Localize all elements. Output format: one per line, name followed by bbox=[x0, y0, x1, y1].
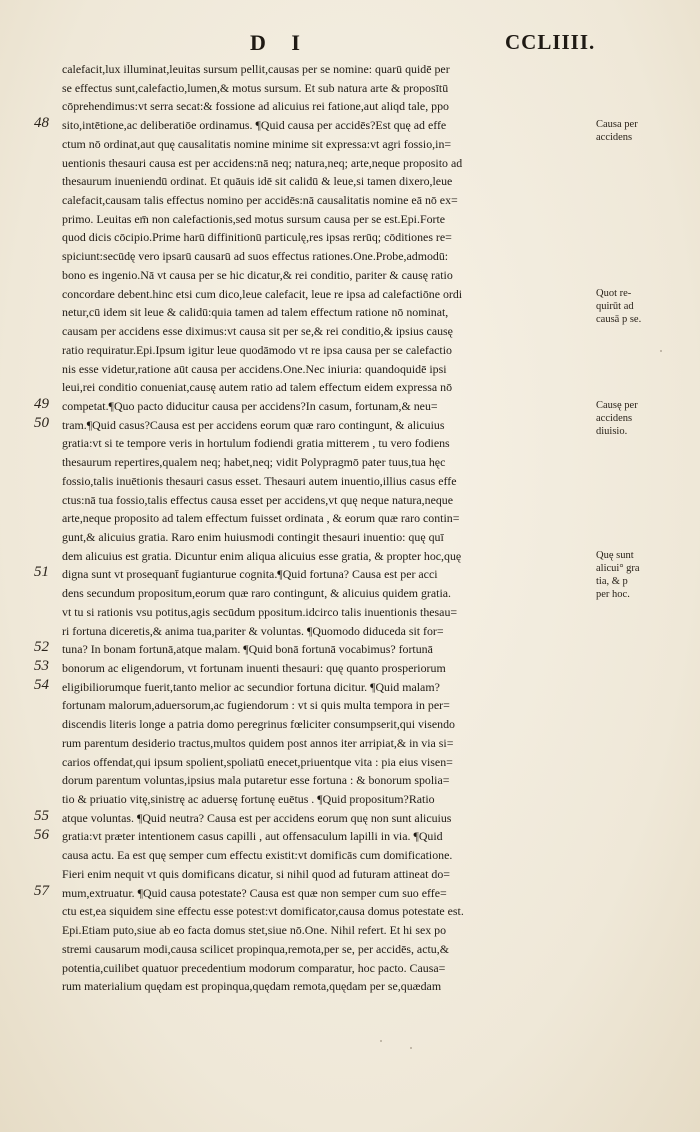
text-line: ri fortuna diceretis,& anima tua,pariter & voluntas. ¶Quomodo diduceda sit for= bbox=[62, 623, 444, 638]
gloss-line: Causę per bbox=[596, 399, 638, 411]
text-line: cōprehendimus:vt serra secat:& fossione ad alicuius rei fatione,aut aliqd tale, ppo bbox=[62, 99, 449, 114]
text-line: rum parentum desiderio tractus,multos quidem post annos iter arripiat,& in via si= bbox=[62, 735, 454, 750]
paper-speck bbox=[380, 1040, 382, 1042]
gloss-line: causā p se. bbox=[596, 313, 642, 325]
text-line: ctus:nā tua fossio,talis effectus causa esset per accidens,vt quę neque natura,neque bbox=[62, 492, 454, 507]
text-line: Epi.Etiam puto,siue ab eo facta domus stet,siue nō.One. Nihil refert. Et hi sex po bbox=[62, 923, 447, 938]
text-line: concordare debent.hinc etsi cum dico,leue calefacit, leue re ipsa ad calefactiōne ordi bbox=[62, 286, 463, 301]
text-line: calefacit,causam talis effectus nomino per accidēs:nā causalitatis nomine eā nō ex= bbox=[62, 193, 458, 208]
text-line: tuna? In bonam fortunā,atque malam. ¶Quid bonā fortunā vocabimus? fortunā bbox=[62, 642, 433, 657]
marginal-gloss bbox=[596, 549, 686, 601]
text-line: netur,cū idem sit leue & calidū:quia tamen ad talem effectum ratione nō nominat, bbox=[62, 305, 449, 320]
gloss-line: Causa per bbox=[596, 119, 638, 131]
margin-line-number: 48 bbox=[34, 115, 49, 132]
gloss-line: quirūt ad bbox=[596, 300, 634, 312]
text-line: bono es ingenio.Nā vt causa per se hic dicatur,& rei conditio, pariter & causę ratio bbox=[62, 267, 453, 282]
margin-line-number: 49 bbox=[34, 395, 49, 412]
text-line: competat.¶Quo pacto diducitur causa per accidens?In casum, fortunam,& neu= bbox=[62, 398, 438, 413]
margin-line-number: 50 bbox=[34, 414, 49, 431]
text-line: gunt,& alicuius gratia. Raro enim huiusmodi contingit thesauri inuentio: quę quī bbox=[62, 529, 444, 544]
text-line: rum materialium quędam est propinqua,quędam remota,quędam per se,quædam bbox=[62, 979, 442, 994]
main-text-block bbox=[62, 60, 592, 996]
gloss-line: per hoc. bbox=[596, 588, 630, 600]
text-line: causam per accidens esse diximus:vt causa sit per se,& rei conditio,& ipsius causę bbox=[62, 324, 453, 339]
text-line: Fieri enim nequit vt quis domificans dicatur, si nihil quod ad futuram attineat do= bbox=[62, 866, 450, 881]
text-line: thesaurum inueniendū ordinat. Et quāuis idē sit calidū & leue,si tamen dixero,leue bbox=[62, 174, 453, 189]
text-line: thesaurum repertires,qualem neq; habet,neq; vidit Polypragmō pater tuus,tua hęc bbox=[62, 455, 446, 470]
paper-speck bbox=[410, 1047, 412, 1049]
text-line: ctum nō ordinat,aut quę causalitatis nomine minime sit expressa:vt agri fossio,in= bbox=[62, 136, 452, 151]
text-line: arte,neque proposito ad talem effectum fuisset ordinata , & eorum quæ raro contin= bbox=[62, 511, 460, 526]
text-line: atque voluntas. ¶Quid neutra? Causa est per accidens eorum quę non sunt alicuius bbox=[62, 810, 452, 825]
margin-line-number: 56 bbox=[34, 826, 49, 843]
margin-line-number: 52 bbox=[34, 639, 49, 656]
text-line: spiciunt:secūdę vero ipsarū causarū ad suos effectus rationes.One.Probe,admodū: bbox=[62, 249, 449, 264]
text-line: vt tu si rationis vsu potitus,agis secūdum ppositum.idcirco talis inuentionis thesau= bbox=[62, 604, 458, 619]
text-line: sito,intētione,ac deliberatiōe ordinamus. ¶Quid causa per accidēs?Est quę ad effe bbox=[62, 118, 447, 133]
margin-line-number: 53 bbox=[34, 658, 49, 675]
text-line: discendis literis longe a patria domo peregrinus fœliciter consumpserit,qui visendo bbox=[62, 717, 455, 732]
text-line: bonorum ac eligendorum, vt fortunam inuenti thesauri: quę quanto prosperiorum bbox=[62, 661, 446, 675]
marginal-gloss bbox=[596, 287, 686, 326]
folio-number: CCLIIII. bbox=[505, 30, 596, 54]
gloss-line: tia, & p bbox=[596, 575, 628, 587]
running-head: D I bbox=[250, 30, 310, 55]
marginal-gloss bbox=[596, 118, 686, 144]
text-line: fortunam malorum,aduersorum,ac fugiendorum : vt si quis multa tempora in per= bbox=[62, 698, 450, 713]
text-line: ctu est,ea siquidem sine effectu esse potest:vt domificator,causa domus potestate est. bbox=[62, 904, 464, 919]
margin-line-number: 51 bbox=[34, 564, 49, 581]
marginal-gloss bbox=[596, 399, 686, 438]
text-line: dens secundum propositum,eorum quæ raro contingunt, & alicuius quidem gratia. bbox=[62, 586, 452, 601]
text-line: tram.¶Quid casus?Causa est per accidens eorum quæ raro contingunt, & alicuius bbox=[62, 417, 445, 432]
text-line: carios offendat,qui ipsum spolient,spoliatū enecet,priuentque vita : pia eius visen= bbox=[62, 754, 453, 769]
text-line: se effectus sunt,calefactio,lumen,& motus sursum. Et sub natura arte & proposītū bbox=[62, 80, 449, 95]
gloss-line: Quę sunt bbox=[596, 549, 634, 561]
text-line: causa actu. Ea est quę semper cum effectu existit:vt domificās cum domificatione. bbox=[62, 848, 453, 863]
text-line: tio & priuatio vitę,sinistrę ac aduersę fortunę euētus . ¶Quid propositum?Ratio bbox=[62, 792, 435, 807]
gloss-line: Quot re- bbox=[596, 287, 632, 299]
gloss-line: diuisio. bbox=[596, 425, 628, 437]
gloss-line: accidens bbox=[596, 132, 633, 144]
text-line: eligibiliorumque fuerit,tanto melior ac secundior fortuna dicitur. ¶Quid malam? bbox=[62, 679, 440, 694]
text-line: leui,rei conditio conueniat,causę autem ratio ad talem effectum eidem expressa nō bbox=[62, 380, 453, 395]
text-line: quod dicis cōcipio.Prime harū diffinitionū particulę,res ipsas rerūq; cōditiones re= bbox=[62, 230, 452, 245]
text-line: primo. Leuitas em̄ non calefactionis,sed motus sursum causa per se est.Epi.Forte bbox=[62, 211, 446, 226]
text-line: ratio requiratur.Epi.Ipsum igitur leue quodāmodo vt re ipsa causa per se calefactio bbox=[62, 342, 452, 357]
text-line: fossio,talis inuētionis thesauri casus esset. Thesauri autem inuentio,illius casus effe bbox=[62, 473, 457, 488]
text-line: uentionis thesauri causa est per accidens:nā neq; natura,neq; arte,neque proposito ad bbox=[62, 155, 463, 170]
text-line: dorum parentum voluntas,ipsius mala putaretur esse fortuna : & bonorum spolia= bbox=[62, 773, 450, 788]
paper-speck bbox=[660, 350, 662, 352]
text-line: dem alicuius est gratia. Dicuntur enim aliqua alicuius esse gratia, & propter hoc,quę bbox=[62, 548, 462, 563]
text-line: gratia:vt si te tempore veris in hortulum fodiendi gratia mitterem , tu vero fodiens bbox=[62, 436, 450, 451]
text-line: mum,extruatur. ¶Quid causa potestate? Causa est quæ non semper cum suo effe= bbox=[62, 885, 447, 900]
text-line: potentia,cuilibet quatuor precedentium modorum comparatur, hoc pacto. Causa= bbox=[62, 960, 446, 975]
margin-line-number: 55 bbox=[34, 807, 49, 824]
gloss-line: accidens bbox=[596, 412, 633, 424]
text-line: digna sunt vt prosequant̄ fugianturue cognita.¶Quid fortuna? Causa est per acci bbox=[62, 567, 438, 582]
margin-line-number: 57 bbox=[34, 882, 49, 899]
text-line: gratia:vt præter intentionem casus capilli , aut offensaculum lapilli in via. ¶Quid bbox=[62, 829, 443, 844]
margin-line-number: 54 bbox=[34, 676, 49, 693]
text-line: calefacit,lux illuminat,leuitas sursum pellit,causas per se nomine: quarū quidē per bbox=[62, 62, 450, 76]
gloss-line: alicui° gra bbox=[596, 562, 640, 574]
text-line: nis esse videtur,ratione aūt causa per accidens.One.Nec iniuria: quandoquidē ipsi bbox=[62, 361, 447, 376]
text-line: stremi causarum modi,causa scilicet propinqua,remota,per se, per accidēs, actu,& bbox=[62, 941, 449, 956]
